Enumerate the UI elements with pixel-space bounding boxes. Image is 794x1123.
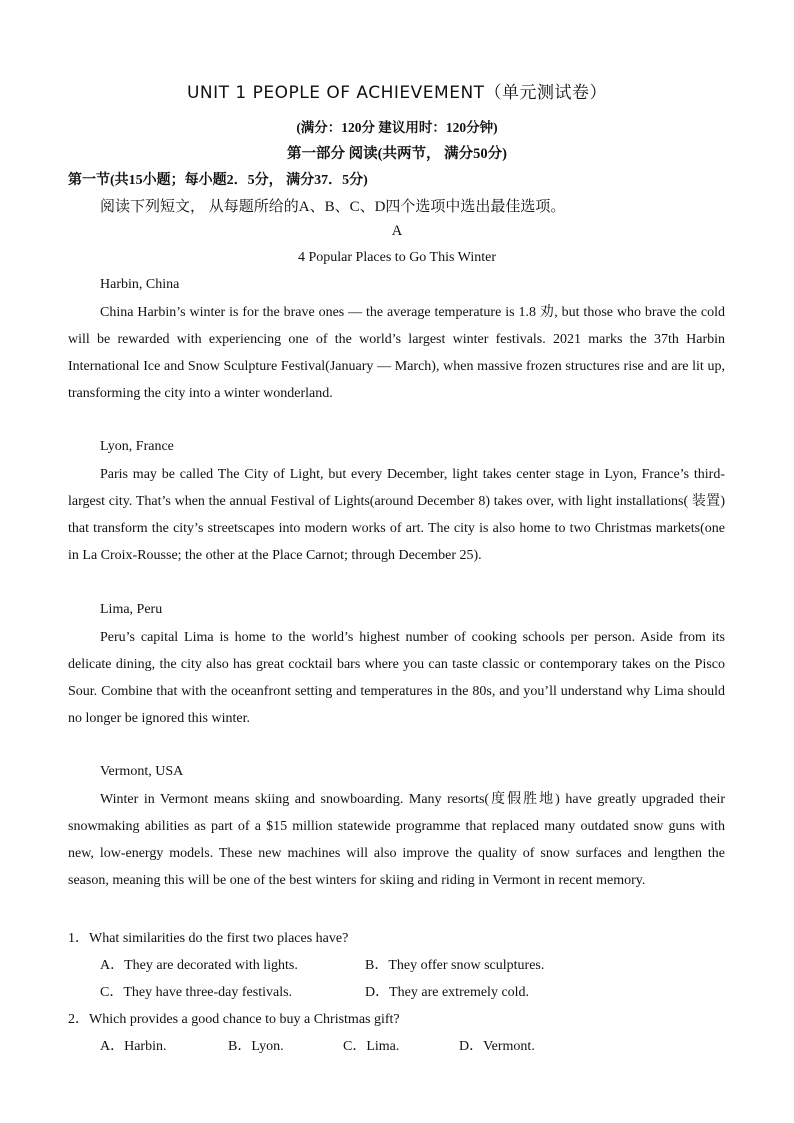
section-heading: 第一节(共15小题；每小题2．5分， 满分37．5分) <box>68 173 368 188</box>
question-2: 2．Which provides a good chance to buy a Christmas gift? <box>68 1012 400 1027</box>
passage-letter: A <box>391 223 403 239</box>
question-1-option-d[interactable]: D．They are extremely cold. <box>365 985 530 1000</box>
paragraph-lima: Peru’s capital Lima is home to the world’s highest number of cooking schools per person. Aside from its delicate dining, the city also has great cocktail bars where you can taste classic or contemporary takes on the Pisco Sour. Combine that with the oceanfront setting and temperatures in the 80s, and you’ll understand why Lima should no longer be ignored this winter. <box>68 630 725 726</box>
paragraph-harbin: China Harbin’s winter is for the brave ones — the average temperature is 1.8 劝, but those who brave the cold will be rewarded with experiencing one of the world’s largest winter festivals. 2021 marks the 37th Harbin International Ice and Snow Sculpture Festival(January — March), when massive frozen structures rise and are lit up, transforming the city into a winter wonderland. <box>68 305 725 401</box>
paragraph-lyon: Paris may be called The City of Light, but every December, light takes center stage in Lyon, France’s third-largest city. That’s when the annual Festival of Lights(around December 8) takes over, with light installations( 装置) that transform the city’s streetscapes into modern works of art. The city is also home to two Christmas markets(one in La Croix-Rousse; the other at the Place Carnot; through December 25). <box>68 467 725 563</box>
location-heading-lima: Lima, Peru <box>100 602 163 617</box>
paragraph-vermont: Winter in Vermont means skiing and snowboarding. Many resorts(度假胜地) have greatly upgraded their snowmaking abilities as part of a $15 million statewide programme that replaced many outdated snow guns with new, low-energy models. These new machines will also improve the quality of snow surfaces and lengthen the season, meaning this will be one of the best winters for skiing and riding in Vermont in recent memory. <box>68 792 725 888</box>
part-heading: 第一部分 阅读(共两节， 满分50分) <box>287 146 507 162</box>
instruction-text: 阅读下列短文， 从每题所给的A、B、C、D四个选项中选出最佳选项。 <box>100 199 566 215</box>
question-1-option-c[interactable]: C．They have three-day festivals. <box>100 985 293 1000</box>
question-2-option-a[interactable]: A．Harbin. <box>100 1039 167 1054</box>
question-1: 1．What similarities do the first two places have? <box>68 931 349 946</box>
score-time-info: (满分：120分 建议用时：120分钟) <box>296 120 498 135</box>
question-1-option-a[interactable]: A．They are decorated with lights. <box>100 958 298 973</box>
question-2-option-d[interactable]: D．Vermont. <box>459 1039 535 1054</box>
location-heading-vermont: Vermont, USA <box>100 764 184 779</box>
location-heading-harbin: Harbin, China <box>100 277 180 292</box>
question-2-option-c[interactable]: C．Lima. <box>343 1039 400 1054</box>
passage-title: 4 Popular Places to Go This Winter <box>297 250 496 265</box>
unit-title: UNIT 1 PEOPLE OF ACHIEVEMENT（单元测试卷） <box>186 83 608 103</box>
question-2-option-b[interactable]: B．Lyon. <box>228 1039 284 1054</box>
question-1-option-b[interactable]: B．They offer snow sculptures. <box>365 958 545 973</box>
location-heading-lyon: Lyon, France <box>100 439 174 454</box>
